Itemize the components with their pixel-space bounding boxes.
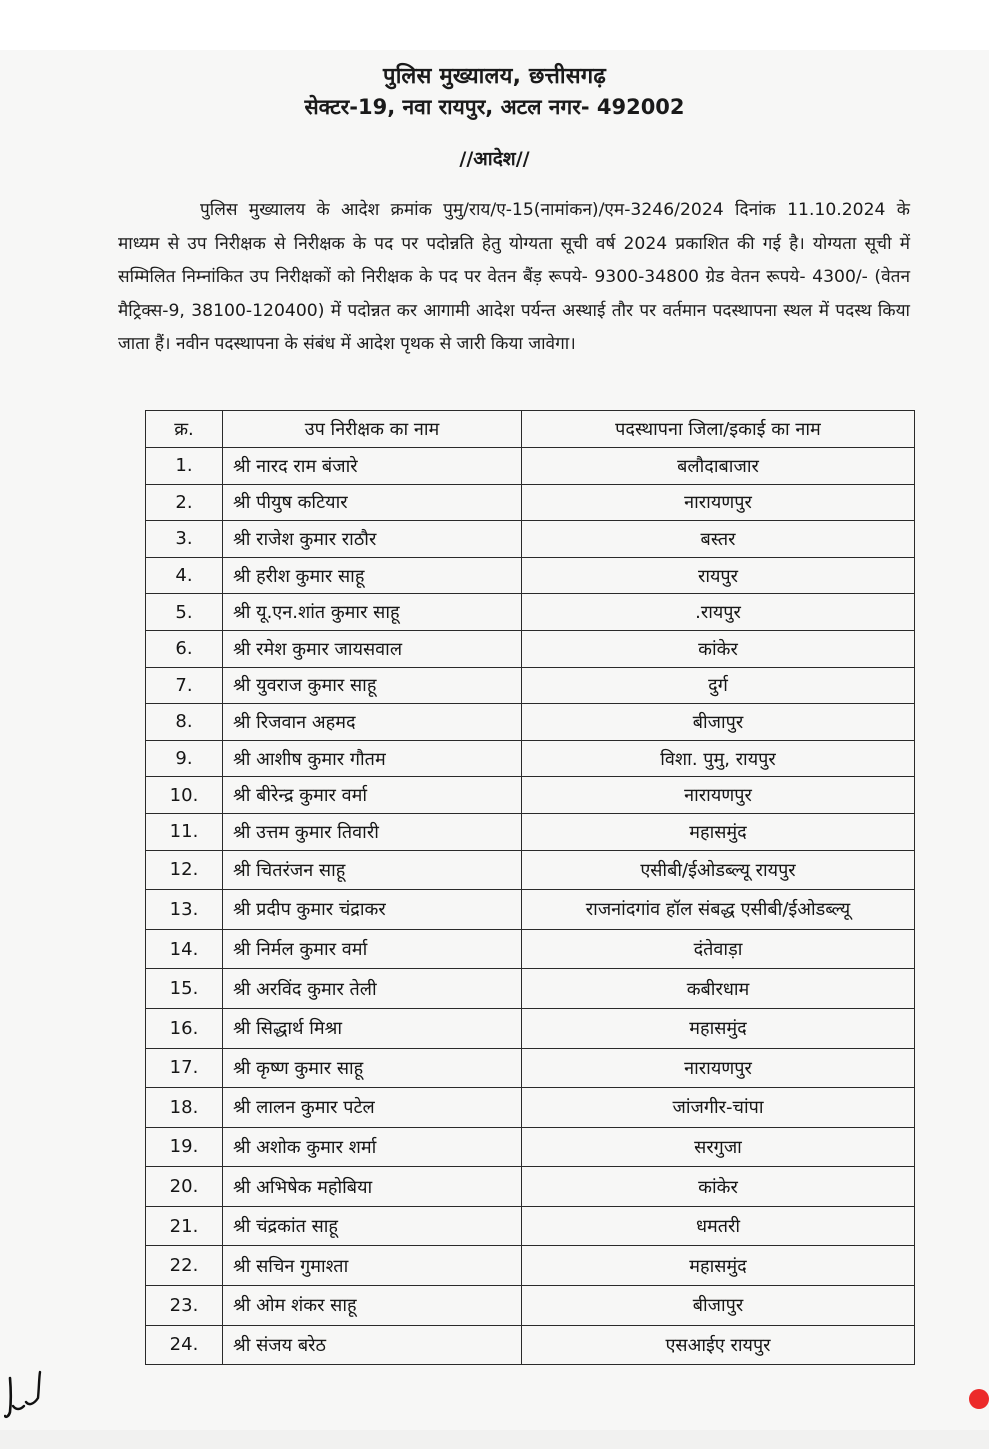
table-row	[146, 1127, 915, 1167]
table-row	[146, 1048, 915, 1088]
officer-name-cell: श्री प्रदीप कुमार चंद्राकर	[223, 890, 522, 930]
posting-place-cell: दंतेवाड़ा	[522, 929, 915, 969]
posting-place-cell: महासमुंद	[522, 1246, 915, 1286]
serial-number-cell: 8.	[146, 704, 223, 741]
serial-number-cell: 16.	[146, 1008, 223, 1048]
officer-name-cell: श्री लालन कुमार पटेल	[223, 1088, 522, 1128]
table-row	[146, 813, 915, 850]
officer-name-cell: श्री युवराज कुमार साहू	[223, 667, 522, 704]
serial-number-cell: 3.	[146, 521, 223, 558]
serial-number-cell: 23.	[146, 1286, 223, 1326]
office-name: पुलिस मुख्यालय, छत्तीसगढ़	[383, 64, 606, 89]
officer-name-cell: श्री रिजवान अहमद	[223, 704, 522, 741]
officer-name-cell: श्री अशोक कुमार शर्मा	[223, 1127, 522, 1167]
officer-name-cell: श्री कृष्ण कुमार साहू	[223, 1048, 522, 1088]
officer-name-cell: श्री सचिन गुमाश्ता	[223, 1246, 522, 1286]
officer-name-cell: श्री ओम शंकर साहू	[223, 1286, 522, 1326]
officer-name-cell: श्री चंद्रकांत साहू	[223, 1206, 522, 1246]
serial-number-cell: 10.	[146, 777, 223, 814]
officer-name-cell: श्री यू.एन.शांत कुमार साहू	[223, 594, 522, 631]
posting-place-cell: नारायणपुर	[522, 484, 915, 521]
posting-place-cell: नारायणपुर	[522, 1048, 915, 1088]
officer-name-cell: श्री चितरंजन साहू	[223, 850, 522, 890]
table-row	[146, 969, 915, 1009]
posting-place-cell: नारायणपुर	[522, 777, 915, 814]
order-title: //आदेश//	[459, 148, 530, 170]
posting-place-cell: दुर्ग	[522, 667, 915, 704]
column-header-posting: पदस्थापना जिला/इकाई का नाम	[522, 411, 915, 448]
table-row	[146, 1286, 915, 1326]
red-marker-dot	[969, 1389, 989, 1409]
table-row	[146, 448, 915, 485]
table-row	[146, 1008, 915, 1048]
posting-place-cell: कबीरधाम	[522, 969, 915, 1009]
posting-place-cell: जांजगीर-चांपा	[522, 1088, 915, 1128]
serial-number-cell: 7.	[146, 667, 223, 704]
posting-place-cell: एसआईए रायपुर	[522, 1325, 915, 1365]
posting-place-cell: धमतरी	[522, 1206, 915, 1246]
column-header-name: उप निरीक्षक का नाम	[223, 411, 522, 448]
serial-number-cell: 20.	[146, 1167, 223, 1207]
serial-number-cell: 13.	[146, 890, 223, 930]
posting-place-cell: कांकेर	[522, 1167, 915, 1207]
officer-name-cell: श्री निर्मल कुमार वर्मा	[223, 929, 522, 969]
officer-name-cell: श्री सिद्धार्थ मिश्रा	[223, 1008, 522, 1048]
table-row	[146, 890, 915, 930]
officer-name-cell: श्री पीयुष कटियार	[223, 484, 522, 521]
posting-place-cell: बीजापुर	[522, 704, 915, 741]
posting-place-cell: महासमुंद	[522, 813, 915, 850]
serial-number-cell: 11.	[146, 813, 223, 850]
table-row	[146, 929, 915, 969]
serial-number-cell: 18.	[146, 1088, 223, 1128]
serial-number-cell: 24.	[146, 1325, 223, 1365]
serial-number-cell: 19.	[146, 1127, 223, 1167]
serial-number-cell: 9.	[146, 740, 223, 777]
officer-name-cell: श्री राजेश कुमार राठौर	[223, 521, 522, 558]
posting-place-cell: बीजापुर	[522, 1286, 915, 1326]
handwritten-initials	[4, 1368, 46, 1422]
promotion-list-table	[145, 410, 915, 1365]
table-row	[146, 557, 915, 594]
serial-number-cell: 4.	[146, 557, 223, 594]
table-row	[146, 704, 915, 741]
posting-place-cell: विशा. पुमु, रायपुर	[522, 740, 915, 777]
order-body-paragraph: पुलिस मुख्यालय के आदेश क्रमांक पुमु/राय/ए-15(नामांकन)/एम-3246/2024 दिनांक 11.10.2024 के माध्यम से उप निरीक्षक से निरीक्षक के पद पर पदोन्नति हेतु योग्यता सूची वर्ष 2024 प्रकाशित की गई है। योग्यता सूची में सम्मिलित निम्नांकित उप निरीक्षकों को निरीक्षक के पद पर वेतन बैंड़ रूपये- 9300-34800 ग्रेड वेतन रूपये- 4300/- (वेतन मैट्रिक्स-9, 38100-120400) में पदोन्नत कर आगामी आदेश पर्यन्त अस्थाई तौर पर वर्तमान पदस्थापना स्थल में पदस्थ किया जाता हैं। नवीन पदस्थापना के संबंध में आदेश पृथक से जारी किया जावेगा।	[118, 200, 910, 354]
serial-number-cell: 21.	[146, 1206, 223, 1246]
serial-number-cell: 1.	[146, 448, 223, 485]
serial-number-cell: 6.	[146, 630, 223, 667]
officer-name-cell: श्री संजय बरेठ	[223, 1325, 522, 1365]
officer-name-cell: श्री अरविंद कुमार तेली	[223, 969, 522, 1009]
officer-name-cell: श्री रमेश कुमार जायसवाल	[223, 630, 522, 667]
table-row	[146, 667, 915, 704]
column-header-serial: क्र.	[146, 411, 223, 448]
serial-number-cell: 15.	[146, 969, 223, 1009]
officer-name-cell: श्री नारद राम बंजारे	[223, 448, 522, 485]
table-header-row	[146, 411, 915, 448]
posting-place-cell: कांकेर	[522, 630, 915, 667]
table-row	[146, 1325, 915, 1365]
posting-place-cell: राजनांदगांव हॉल संबद्ध एसीबी/ईओडब्ल्यू	[522, 890, 915, 930]
serial-number-cell: 5.	[146, 594, 223, 631]
posting-place-cell: .रायपुर	[522, 594, 915, 631]
table-row	[146, 740, 915, 777]
table-row	[146, 484, 915, 521]
table-row	[146, 630, 915, 667]
serial-number-cell: 14.	[146, 929, 223, 969]
table-row	[146, 1167, 915, 1207]
officer-name-cell: श्री अभिषेक महोबिया	[223, 1167, 522, 1207]
table-row	[146, 594, 915, 631]
serial-number-cell: 2.	[146, 484, 223, 521]
officer-name-cell: श्री उत्तम कुमार तिवारी	[223, 813, 522, 850]
page-bottom-edge	[0, 1430, 989, 1449]
posting-place-cell: सरगुजा	[522, 1127, 915, 1167]
serial-number-cell: 12.	[146, 850, 223, 890]
posting-place-cell: एसीबी/ईओडब्ल्यू रायपुर	[522, 850, 915, 890]
table-row	[146, 1206, 915, 1246]
table-row	[146, 850, 915, 890]
officer-name-cell: श्री हरीश कुमार साहू	[223, 557, 522, 594]
office-address: सेक्टर-19, नवा रायपुर, अटल नगर- 492002	[304, 95, 685, 119]
table-row	[146, 521, 915, 558]
posting-place-cell: रायपुर	[522, 557, 915, 594]
table-row	[146, 1088, 915, 1128]
table-row	[146, 777, 915, 814]
serial-number-cell: 17.	[146, 1048, 223, 1088]
posting-place-cell: महासमुंद	[522, 1008, 915, 1048]
serial-number-cell: 22.	[146, 1246, 223, 1286]
officer-name-cell: श्री बीरेन्द्र कुमार वर्मा	[223, 777, 522, 814]
officer-name-cell: श्री आशीष कुमार गौतम	[223, 740, 522, 777]
table-row	[146, 1246, 915, 1286]
posting-place-cell: बलौदाबाजार	[522, 448, 915, 485]
posting-place-cell: बस्तर	[522, 521, 915, 558]
